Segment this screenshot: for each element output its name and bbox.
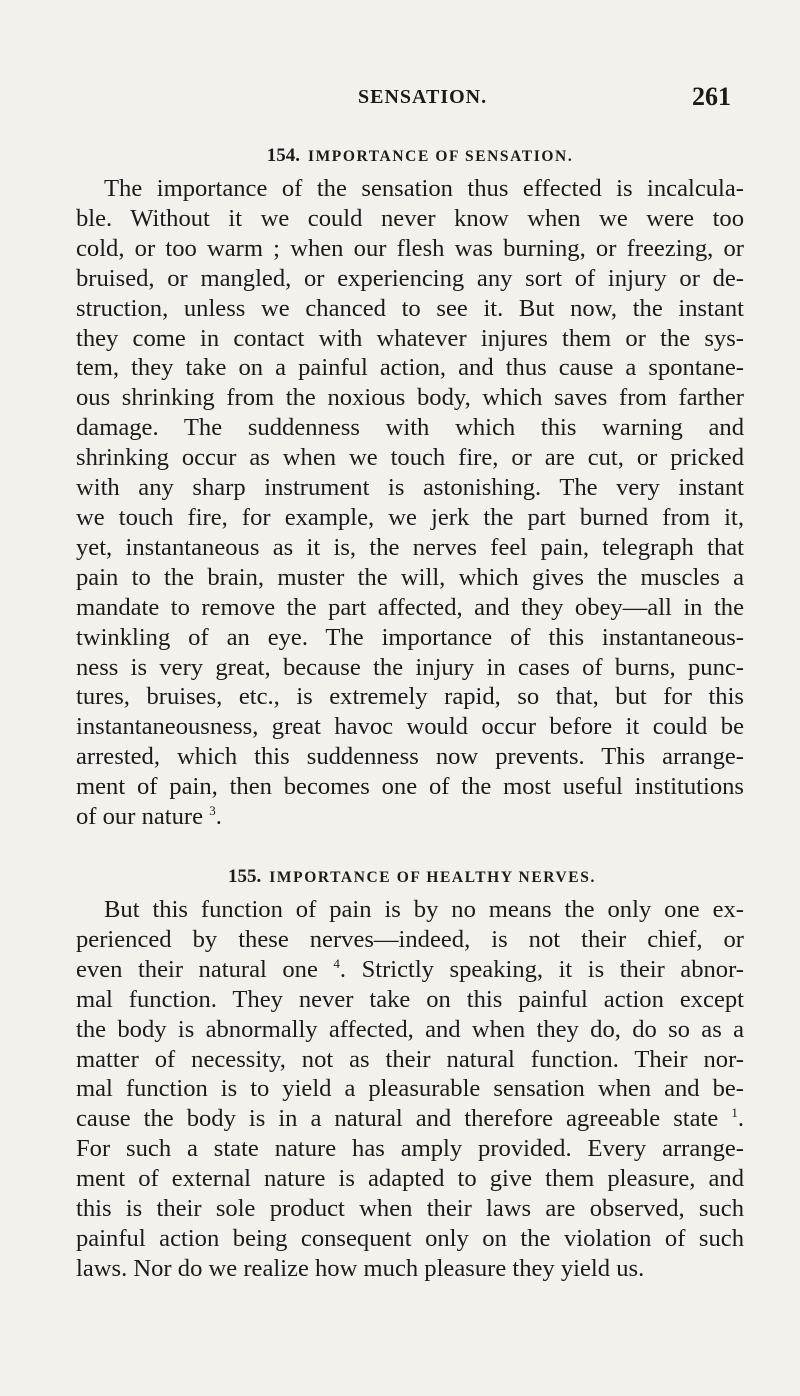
text-line: pain to the brain, muster the will, which gives the muscles a [76,563,744,591]
text-line: ble. Without it we could never know when we were too [76,204,744,232]
paragraph-importance-of-sensation [76,174,744,832]
text-line: twinkling of an eye. The importance of this instantaneous- [76,623,744,651]
page-number: 261 [692,82,731,111]
text-line: struction, unless we chanced to see it. But now, the instant [76,294,744,322]
text-line: damage. The suddenness with which this warning and [76,414,744,442]
text-fragment: . Strictly speaking, it is their abnor- [339,955,744,983]
text-line: instantaneousness, great havoc would occur before it could be [76,713,744,741]
text-line: ment of pain, then becomes one of the most useful institutions [76,773,744,801]
section-number: 155. [228,866,262,887]
text-line [76,1104,744,1134]
text-line: with any sharp instrument is astonishing. The very instant [76,474,744,502]
text-line: yet, instantaneous as it is, the nerves feel pain, telegraph that [76,533,744,561]
section-title: IMPORTANCE OF SENSATION. [307,148,574,165]
section-number: 154. [266,145,300,166]
text-line: they come in contact with whatever injures them or the sys- [76,324,744,352]
section-heading-154 [20,145,800,167]
text-fragment: . [215,803,222,831]
page-header [40,82,760,116]
running-head: SENSATION. [358,86,488,108]
text-line: mandate to remove the part affected, and they obey—all in the [76,593,744,621]
text-line: laws. Nor do we realize how much pleasure they yield us. [76,1254,645,1282]
text-line: bruised, or mangled, or experiencing any sort of injury or de- [76,264,744,292]
footnote-mark: 1 [731,1105,738,1121]
text-line: perienced by these nerves—indeed, is not their chief, or [76,925,744,953]
text-fragment: of our nature [76,803,204,831]
text-line: For such a state nature has amply provided. Every arrange- [76,1135,744,1163]
text-fragment: . [737,1105,744,1133]
text-line: mal function. They never take on this painful action except [76,985,744,1013]
text-fragment: cause the body is in a natural and therefore agreeable state [76,1105,719,1133]
text-line: ment of external nature is adapted to give them pleasure, and [76,1165,744,1193]
footnote-mark: 4 [333,955,340,971]
text-line: The importance of the sensation thus effected is incalcula- [104,175,744,202]
text-fragment: even their natural one [76,955,318,983]
text-line: matter of necessity, not as their natural function. Their nor- [76,1045,744,1073]
text-line: the body is abnormally affected, and when they do, do so as a [76,1015,744,1043]
text-line: But this function of pain is by no means the only one ex- [104,896,744,923]
text-line: tem, they take on a painful action, and thus cause a spontane- [76,354,744,382]
text-line: cold, or too warm ; when our flesh was burning, or freezing, or [76,234,744,262]
text-line: painful action being consequent only on the violation of such [76,1224,744,1252]
footnote-mark: 3 [209,802,216,818]
text-line: we touch fire, for example, we jerk the part burned from it, [76,503,744,531]
section-heading-155 [12,866,800,888]
text-line: ness is very great, because the injury in cases of burns, punc- [76,653,744,681]
section-title: IMPORTANCE OF HEALTHY NERVES. [269,869,596,886]
paragraph-importance-of-healthy-nerves [76,895,744,1284]
text-line: arrested, which this suddenness now prevents. This arrange- [76,743,744,771]
text-line: ous shrinking from the noxious body, which saves from farther [76,384,744,412]
text-line [76,802,744,832]
text-line: mal function is to yield a pleasurable sensation when and be- [76,1075,744,1103]
text-line [76,955,744,985]
text-line: this is their sole product when their laws are observed, such [76,1195,744,1223]
text-line: shrinking occur as when we touch fire, or are cut, or pricked [76,444,744,472]
text-line: tures, bruises, etc., is extremely rapid, so that, but for this [76,683,744,711]
